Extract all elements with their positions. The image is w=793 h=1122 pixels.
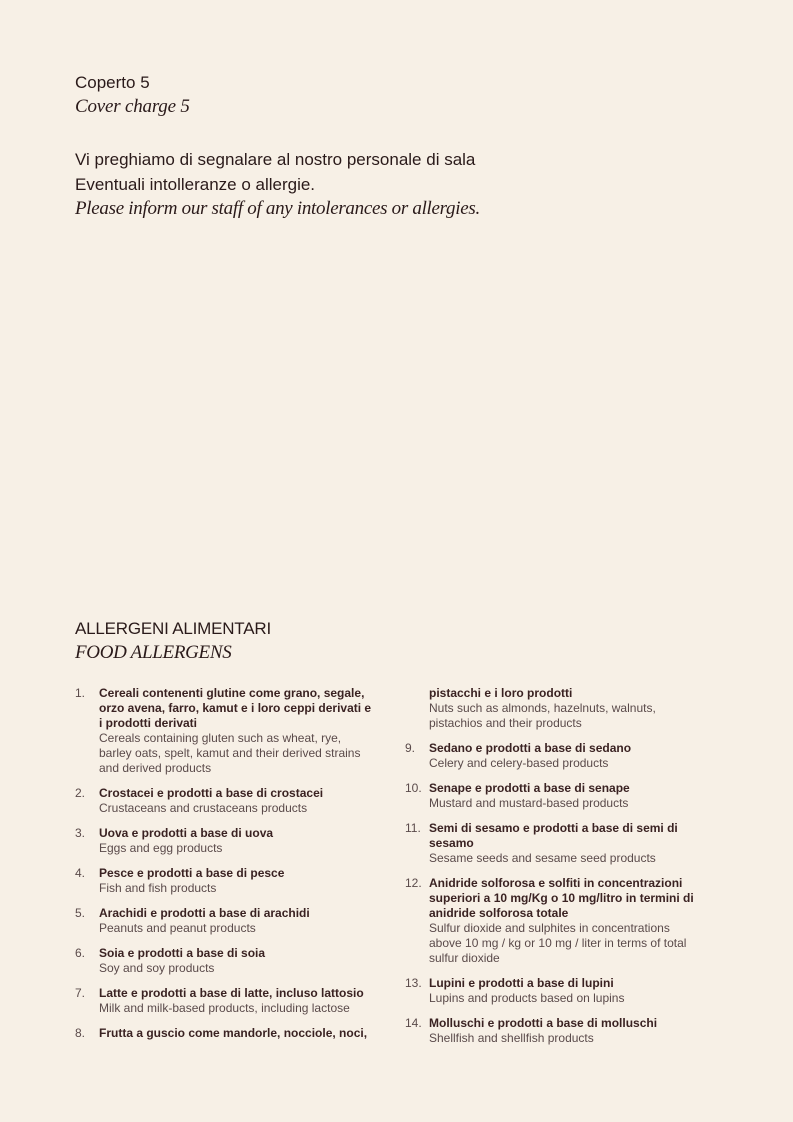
allergen-name-it: Sedano e prodotti a base di sedano [429, 741, 632, 755]
allergen-name-en: Fish and fish products [99, 881, 217, 895]
allergen-number: 9. [405, 741, 416, 755]
allergen-item-13 [405, 976, 705, 1006]
allergen-name-it: Semi di sesamo e prodotti a base di semi di sesamo [429, 821, 678, 850]
allergen-item-6 [75, 946, 375, 976]
allergens-heading [75, 618, 271, 666]
allergen-item-12 [405, 876, 705, 966]
allergen-item-4 [75, 866, 375, 896]
allergen-name-it: Lupini e prodotti a base di lupini [429, 976, 614, 990]
allergen-item-8-continuation [429, 686, 705, 731]
allergen-number: 12. [405, 876, 422, 890]
allergen-name-it: Uova e prodotti a base di uova [99, 826, 274, 840]
cover-charge-label-en: Cover charge 5 [75, 96, 190, 117]
allergen-name-en: Crustaceans and crustaceans products [99, 801, 308, 815]
allergen-number: 3. [75, 826, 86, 840]
allergen-number: 11. [405, 821, 421, 835]
allergen-number: 8. [75, 1026, 86, 1040]
allergen-name-it: Molluschi e prodotti a base di molluschi [429, 1016, 658, 1030]
allergen-name-it: Latte e prodotti a base di latte, incluso lattosio [99, 986, 364, 1000]
allergy-notice [75, 147, 480, 221]
allergen-number: 6. [75, 946, 86, 960]
cover-charge-section [75, 72, 190, 119]
allergen-item-9 [405, 741, 705, 771]
allergen-item-10 [405, 781, 705, 811]
notice-line-2-it: Eventuali intolleranze o allergie. [75, 175, 316, 194]
cover-charge-label-it: Coperto 5 [75, 73, 150, 92]
allergen-number: 14. [405, 1016, 422, 1030]
allergen-item-3 [75, 826, 375, 856]
allergen-name-it: Pesce e prodotti a base di pesce [99, 866, 285, 880]
allergen-number: 13. [405, 976, 422, 990]
allergen-list-right-column [405, 686, 705, 1056]
allergen-item-2 [75, 786, 375, 816]
notice-line-1-it: Vi preghiamo di segnalare al nostro personale di sala [75, 150, 476, 169]
allergen-item-11 [405, 821, 705, 866]
allergen-name-it: Soia e prodotti a base di soia [99, 946, 266, 960]
allergen-name-en: Mustard and mustard-based products [429, 796, 629, 810]
allergens-title-en: FOOD ALLERGENS [75, 642, 232, 663]
allergen-item-14 [405, 1016, 705, 1046]
allergen-name-en: Shellfish and shellfish products [429, 1031, 594, 1045]
allergen-number: 7. [75, 986, 86, 1000]
allergen-name-it: Frutta a guscio come mandorle, nocciole, noci, [99, 1026, 368, 1040]
allergen-name-en: Celery and celery-based products [429, 756, 609, 770]
allergen-name-it-continued: pistacchi e i loro prodotti [429, 686, 573, 700]
allergen-list-left-column [75, 686, 375, 1051]
allergen-name-en: Cereals containing gluten such as wheat, rye, barley oats, spelt, kamut and their derived strains and derived products [99, 731, 361, 775]
allergens-title-it: ALLERGENI ALIMENTARI [75, 619, 271, 638]
allergen-item-5 [75, 906, 375, 936]
allergen-name-en: Soy and soy products [99, 961, 215, 975]
allergen-item-1 [75, 686, 375, 776]
allergen-number: 4. [75, 866, 86, 880]
allergen-item-7 [75, 986, 375, 1016]
allergen-item-8 [75, 1026, 375, 1041]
allergen-name-it: Arachidi e prodotti a base di arachidi [99, 906, 310, 920]
allergen-name-en: Lupins and products based on lupins [429, 991, 625, 1005]
allergen-name-it: Crostacei e prodotti a base di crostacei [99, 786, 324, 800]
allergen-name-en: Eggs and egg products [99, 841, 223, 855]
allergen-name-it: Cereali contenenti glutine come grano, segale, orzo avena, farro, kamut e i loro ceppi derivati e i prodotti derivati [99, 686, 372, 730]
allergen-number: 1. [75, 686, 86, 700]
allergen-number: 2. [75, 786, 86, 800]
notice-line-en: Please inform our staff of any intolerances or allergies. [75, 198, 480, 219]
allergen-number: 10. [405, 781, 422, 795]
allergen-name-it: Anidride solforosa e solfiti in concentrazioni superiori a 10 mg/Kg o 10 mg/litro in termini di anidride solforosa totale [429, 876, 694, 920]
allergen-name-en: Peanuts and peanut products [99, 921, 256, 935]
allergen-name-en: Milk and milk-based products, including lactose [99, 1001, 350, 1015]
allergen-number: 5. [75, 906, 86, 920]
allergen-name-en: Sesame seeds and sesame seed products [429, 851, 656, 865]
allergen-name-it: Senape e prodotti a base di senape [429, 781, 630, 795]
allergen-name-en: Nuts such as almonds, hazelnuts, walnuts, pistachios and their products [429, 701, 656, 730]
allergen-name-en: Sulfur dioxide and sulphites in concentrations above 10 mg / kg or 10 mg / liter in terms of total sulfur dioxide [429, 921, 687, 965]
